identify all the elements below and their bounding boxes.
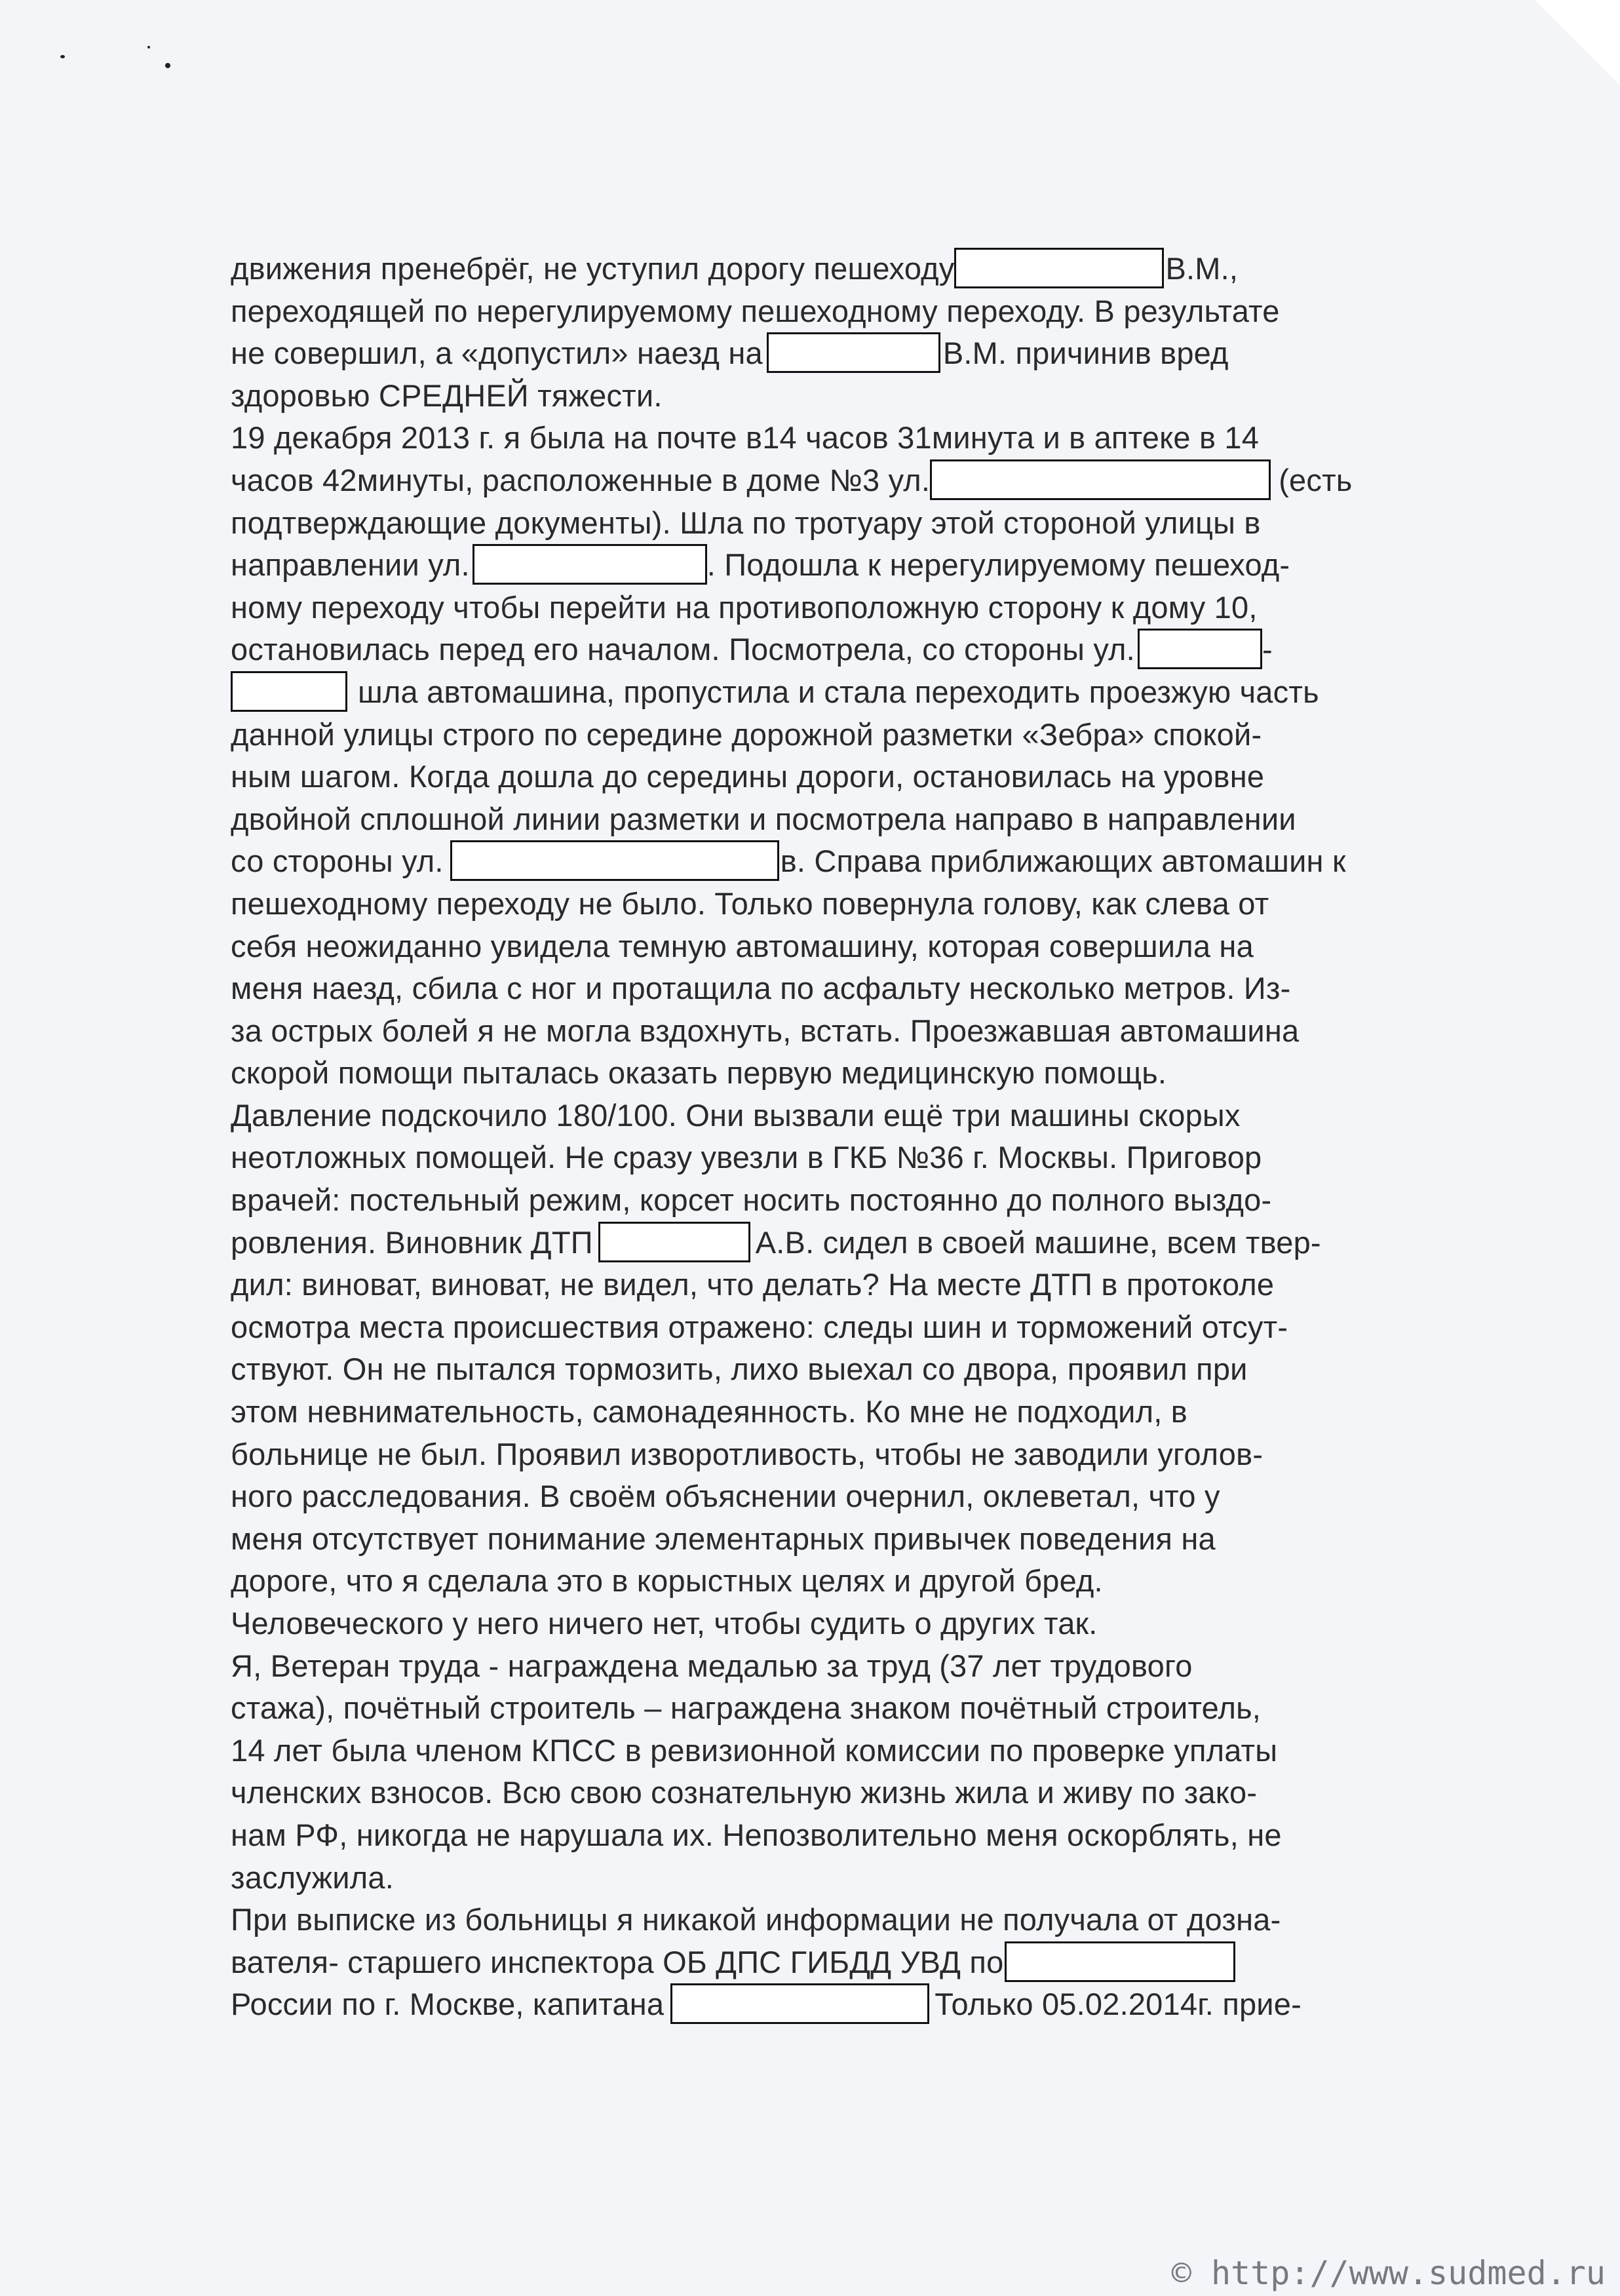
text-line: ровления. Виновник ДТП А.В. сидел в своей машине, всем твер-	[231, 1222, 1528, 1264]
text-line: переходящей по нерегулируемому пешеходному переходу. В результате	[231, 293, 1280, 328]
text-line: не совершил, а «допустил» наезд на В.М. причинив вред	[231, 332, 1528, 375]
text-line: осмотра места происшествия отражено: следы шин и торможений отсут-	[231, 1309, 1288, 1344]
text-line: Человеческого у него ничего нет, чтобы судить о других так.	[231, 1606, 1098, 1641]
text-line: здоровью СРЕДНЕЙ тяжести.	[231, 378, 663, 413]
text-line: России по г. Москве, капитана Только 05.02.2014г. прие-	[231, 1983, 1528, 2026]
text-line: данной улицы строго по середине дорожной разметки «Зебра» спокой-	[231, 716, 1262, 752]
text-line: ным шагом. Когда дошла до середины дороги, остановилась на уровне	[231, 759, 1265, 794]
text-line: подтверждающие документы). Шла по тротуару этой стороной улицы в	[231, 505, 1261, 540]
text-line: При выписке из больницы я никакой информации не получала от дозна-	[231, 1902, 1281, 1937]
redaction-box	[1138, 629, 1262, 669]
redaction-box	[231, 671, 347, 712]
scan-speck	[60, 55, 65, 58]
text-line: Давление подскочило 180/100. Они вызвали ещё три машины скорых	[231, 1097, 1241, 1133]
text-line: стажа), почётный строитель – награждена знаком почётный строитель,	[231, 1690, 1262, 1726]
text-line: скорой помощи пыталась оказать первую медицинскую помощь.	[231, 1055, 1167, 1091]
scan-speck	[165, 63, 170, 68]
redaction-box	[450, 840, 779, 881]
text-line: остановилась перед его началом. Посмотрела, со стороны ул. -	[231, 629, 1528, 671]
text-line: 19 декабря 2013 г. я была на почте в14 часов 31минута и в аптеке в 14	[231, 420, 1260, 456]
text-line: заслужила.	[231, 1859, 394, 1895]
text-line: Я, Ветеран труда - награждена медалью за труд (37 лет трудового	[231, 1648, 1193, 1683]
redaction-box	[767, 332, 940, 373]
redaction-box	[473, 544, 707, 585]
text-line: меня отсутствует понимание элементарных привычек поведения на	[231, 1521, 1216, 1556]
text-line: врачей: постельный режим, корсет носить постоянно до полного выздо-	[231, 1182, 1272, 1218]
text-line: дил: виноват, виноват, не видел, что делать? На месте ДТП в протоколе	[231, 1267, 1275, 1302]
redaction-box	[954, 248, 1164, 288]
text-line: направлении ул. . Подошла к нерегулируемому пешеход-	[231, 544, 1528, 587]
redaction-box	[598, 1222, 750, 1262]
text-line: этом невнимательность, самонадеянность. Ко мне не подходил, в	[231, 1394, 1187, 1430]
redaction-box	[1005, 1941, 1235, 1982]
text-line: нам РФ, никогда не нарушала их. Непозволительно меня оскорблять, не	[231, 1817, 1282, 1852]
document-body	[231, 248, 1528, 2026]
text-line: дороге, что я сделала это в корыстных целях и другой бред.	[231, 1563, 1103, 1599]
text-line: пешеходному переходу не было. Только повернула голову, как слева от	[231, 885, 1269, 921]
text-line: ному переходу чтобы перейти на противоположную сторону к дому 10,	[231, 589, 1258, 625]
scan-speck	[147, 46, 150, 49]
redaction-box	[930, 459, 1271, 500]
page-corner-fold	[1535, 0, 1620, 85]
redaction-box	[670, 1983, 929, 2024]
text-line: себя неожиданно увидела темную автомашину, которая совершила на	[231, 928, 1254, 963]
text-line: больнице не был. Проявил изворотливость, чтобы не заводили уголов-	[231, 1436, 1263, 1471]
text-line: часов 42минуты, расположенные в доме №3 ул. (есть	[231, 459, 1528, 502]
text-line: вателя- старшего инспектора ОБ ДПС ГИБДД УВД по	[231, 1941, 1528, 1984]
text-line: членских взносов. Всю свою сознательную жизнь жила и живу по зако-	[231, 1775, 1258, 1810]
site-watermark: © http://www.sudmed.ru	[1171, 2254, 1606, 2292]
text-line: неотложных помощей. Не сразу увезли в ГКБ №36 г. Москвы. Приговор	[231, 1140, 1262, 1175]
text-line: со стороны ул. в. Справа приближающих автомашин к	[231, 840, 1528, 883]
text-line: ствуют. Он не пытался тормозить, лихо выехал со двора, проявил при	[231, 1352, 1248, 1387]
text-line: за острых болей я не могла вздохнуть, встать. Проезжавшая автомашина	[231, 1013, 1300, 1048]
text-line: движения пренебрёг, не уступил дорогу пешеходу В.М.,	[231, 248, 1528, 290]
text-line: ного расследования. В своём объяснении очернил, оклеветал, что у	[231, 1479, 1220, 1514]
text-line: 14 лет была членом КПСС в ревизионной комиссии по проверке уплаты	[231, 1732, 1278, 1768]
text-line: меня наезд, сбила с ног и протащила по асфальту несколько метров. Из-	[231, 971, 1291, 1006]
text-line: шла автомашина, пропустила и стала переходить проезжую часть	[231, 671, 1528, 714]
text-line: двойной сплошной линии разметки и посмотрела направо в направлении	[231, 801, 1296, 836]
